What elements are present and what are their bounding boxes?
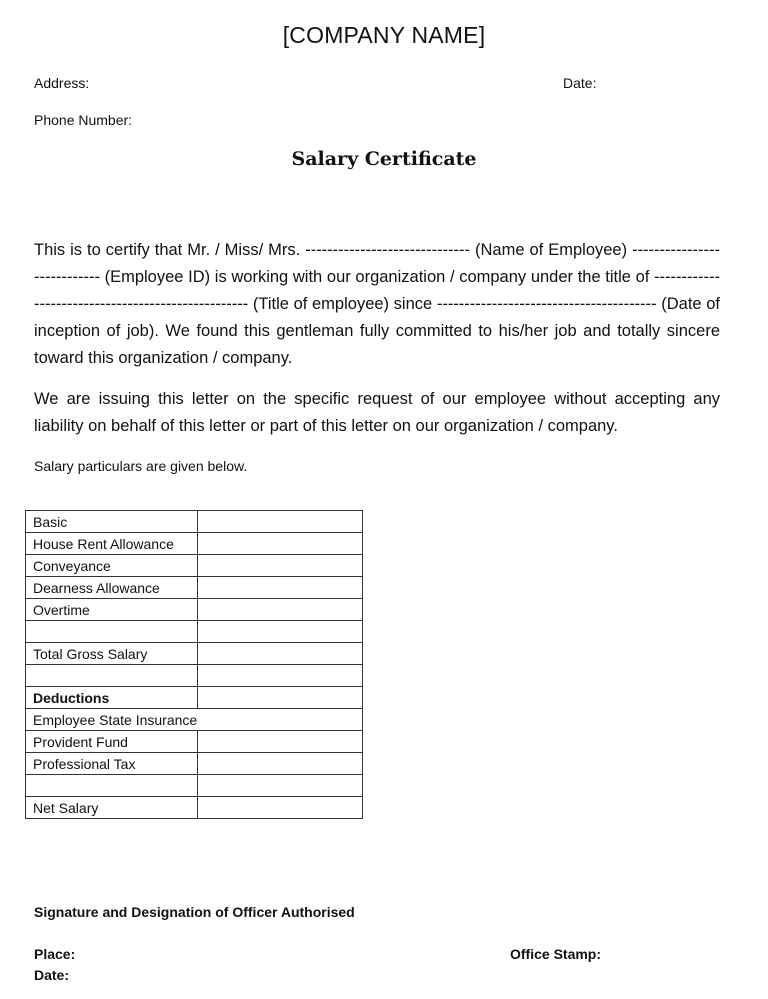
table-row — [26, 753, 363, 775]
row-label-house-rent: House Rent Allowance — [26, 533, 198, 555]
table-row — [26, 511, 363, 533]
table-row — [26, 643, 363, 665]
row-value-house-rent — [198, 533, 363, 555]
table-row — [26, 797, 363, 819]
table-row — [26, 731, 363, 753]
row-label-deductions: Deductions — [26, 687, 198, 709]
row-value-blank-3 — [198, 775, 363, 797]
row-label-professional-tax: Professional Tax — [26, 753, 198, 775]
row-label-net-salary: Net Salary — [26, 797, 198, 819]
table-row — [26, 533, 363, 555]
row-value-conveyance — [198, 555, 363, 577]
row-label-dearness: Dearness Allowance — [26, 577, 198, 599]
particulars-intro: Salary particulars are given below. — [34, 458, 248, 474]
table-row — [26, 555, 363, 577]
row-value-blank-1 — [198, 621, 363, 643]
row-value-esi — [198, 709, 363, 731]
row-value-blank-2 — [198, 665, 363, 687]
row-label-blank-2 — [26, 665, 198, 687]
row-value-total-gross — [198, 643, 363, 665]
table-row — [26, 665, 363, 687]
table-row — [26, 577, 363, 599]
paragraph-request: We are issuing this letter on the specific request of our employee without accepting any liability on behalf of this letter or part of this letter on our organization / company. — [34, 390, 720, 435]
place-label: Place: — [34, 946, 76, 962]
table-row — [26, 599, 363, 621]
table-row — [26, 775, 363, 797]
row-label-blank-3 — [26, 775, 198, 797]
row-value-provident-fund — [198, 731, 363, 753]
phone-label: Phone Number: — [34, 112, 133, 128]
signature-label: Signature and Designation of Officer Authorised — [34, 904, 355, 920]
certificate-title: Salary Certificate — [291, 148, 477, 170]
paragraph-certify: This is to certify that Mr. / Miss/ Mrs. ------------------------------ (Name of Employee) ---------------------------- (Employee ID) is working with our organization / company under the title of --------------------------------------------------- (Title of employee) since ---------------------------------------- (Date of inception of job). We found this gentleman fully committed to his/her job and totally sincere toward this organization / company. — [34, 241, 720, 367]
row-label-total-gross: Total Gross Salary — [26, 643, 198, 665]
salary-table — [25, 510, 363, 819]
table-row — [26, 687, 363, 709]
row-label-overtime: Overtime — [26, 599, 198, 621]
row-value-deductions — [198, 687, 363, 709]
table-row — [26, 621, 363, 643]
row-label-conveyance: Conveyance — [26, 555, 198, 577]
row-label-provident-fund: Provident Fund — [26, 731, 198, 753]
date-label-top: Date: — [563, 75, 597, 91]
row-label-blank-1 — [26, 621, 198, 643]
row-value-overtime — [198, 599, 363, 621]
row-label-basic: Basic — [26, 511, 198, 533]
table-row — [26, 709, 363, 731]
office-stamp-label: Office Stamp: — [510, 946, 602, 962]
row-label-esi: Employee State Insurance — [26, 709, 198, 731]
row-value-basic — [198, 511, 363, 533]
row-value-net-salary — [198, 797, 363, 819]
company-name: [COMPANY NAME] — [282, 22, 486, 48]
address-label: Address: — [34, 75, 90, 91]
row-value-dearness — [198, 577, 363, 599]
date-label-bottom: Date: — [34, 967, 70, 983]
row-value-professional-tax — [198, 753, 363, 775]
